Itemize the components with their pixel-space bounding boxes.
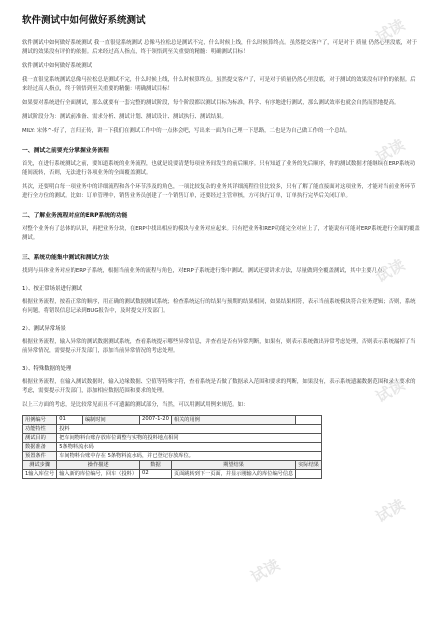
table-cell: 编制时间 xyxy=(82,416,139,425)
table-row xyxy=(23,425,322,434)
section-heading: 三、系统功能集中测试和测试方法 xyxy=(22,255,109,261)
subsection-heading: 1）、按正常场景进行测试 xyxy=(22,286,83,292)
paragraph: 我一直很觉系统测试总像马拉松总是测试不完，什么时候上线，什么时候算终点。虽然提交客户了，可是对于质量仍然心里没底，对于测试的效果没有评价的依据。后来经过高人指点，终于领悟到至关重要的精髓：明确测试目标！ xyxy=(22,77,416,92)
paragraph: 测试阶段分为：测试前准备、需求分析、测试计划、测试设计、测试执行、测试结果。 xyxy=(22,114,227,120)
table-header-cell: 操作描述 xyxy=(57,461,140,470)
paragraph: 如果要对系统进行全面测试，那么就要有一套完整的测试阶段，每个阶段都以测试目标为标准，科学、有序地进行测试，那么测试效率也就会自然而然地提高。 xyxy=(22,100,400,106)
table-cell: 2007-1-20 xyxy=(140,416,172,425)
page-title: 软件测试中如何做好系统测试 xyxy=(22,15,146,26)
subsection-heading: 2）、测试异常场景 xyxy=(22,326,66,332)
watermark: 试读 xyxy=(372,255,408,287)
watermark: 试读 xyxy=(247,555,283,587)
table-row xyxy=(23,443,322,452)
watermark: 试读 xyxy=(372,135,408,167)
paragraph: 首先，在进行系统测试之前，要知道系统的业务流程，也就是说要清楚每项业务间发生的前后顺序。只有知道了业务的先后顺序，你的测试数据才能继续在ERP系统功能间流转，否则，无法进行各项业务的全面覆盖测试。 xyxy=(22,161,416,176)
table-cell: 用例编号 xyxy=(23,416,57,425)
table-header-cell: 实际结果 xyxy=(296,461,322,470)
watermark: 试读 xyxy=(372,375,408,407)
paragraph: 根据业务流程，按着正常的顺序，用正确的测试数据测试系统；检查系统运行的结果与预期的结果相同，如果结果相符，表示当前系统模块符合业务逻辑；否则，系统有问题，将错误信息记录到BUG报告中，及时提交开发部门。 xyxy=(22,299,416,314)
table-header-cell: 数据 xyxy=(140,461,172,470)
table-cell: 投料 xyxy=(57,425,322,434)
paragraph: 其次，还要明白每一项业务中的详细流程和各个环节涉及的角色，一项比较复杂的业务其详细流程往往比较多，只有了解了能直接面对这项业务，才能对当前业务环节进行全方位的测试。比如：订单管理中，销售业务员创建了一个销售订单，还要经过主管审核，方可执行订单，订单执行完毕后关闭订单。 xyxy=(22,184,416,199)
paragraph: 软件测试中如何做好系统测试 我一直很觉系统测试 总像马拉松总是测试不完，什么时候上线，什么时候算终点。虽然提交客户了，可是对于 质量 仍然心里没底，对于测试的效果没有评价的依据。后来经过高人指点，终于领悟到至关重要的精髓：明确测试目标！ xyxy=(22,40,417,55)
table-cell: 相关的用例 xyxy=(171,416,295,425)
paragraph: 以上三方面的考虑，是比较常见而且不可遗漏的测试部分，当然，可以用测试用例来规范。如： xyxy=(22,402,249,408)
watermark: 试读 xyxy=(372,15,408,47)
table-row xyxy=(23,416,322,425)
table-row xyxy=(23,452,322,461)
table-row xyxy=(23,434,322,443)
table-cell: 把车间物料台账存放库位调整与实物的投料地点相同 xyxy=(57,434,322,443)
paragraph: MILY: 宋体^-好了，言归正传，讲一下我们在测试工作中的一点体会吧，写出来一面为自己理一下思路，二也是为自己做工作的一个总结。 xyxy=(22,128,351,134)
paragraph: 对整个业务有了总体的认识，再把业务分块，在ERP中找出相应的模块与业务对应起来。只有把业务和REP功能完全对应上了，才能说有可能对ERP系统进行全面的覆盖测试。 xyxy=(22,226,420,241)
watermark: 试读 xyxy=(372,495,408,527)
table-header-row xyxy=(23,461,322,470)
paragraph: 根据业务流程，输入异常的测试数据测试系统，查看系统提示哪些异常信息，并查看是否有异常判断，如果有，则表示系统做出异常考虑处理，否则表示系统漏掉了当前异常情况，需要提示开发部门，添加当前异常情况的考虑处理。 xyxy=(22,339,416,354)
paragraph: 软件测试中如何做好系统测试 xyxy=(22,63,93,69)
table-cell: 页面跳转到下一页面，并显示刚输入的库位编号信息 xyxy=(171,470,295,479)
table-cell: 1输入库位号 xyxy=(23,470,57,479)
table-cell xyxy=(296,416,322,425)
test-case-table xyxy=(22,415,322,479)
subsection-heading: 3）、特殊数据的处理 xyxy=(22,366,72,372)
table-cell: 输入新的库位编号，回车（投料） xyxy=(57,470,140,479)
table-header-cell: 期望结果 xyxy=(171,461,295,470)
table-header-cell: 测试步骤 xyxy=(23,461,57,470)
table-cell: 01 xyxy=(57,416,83,425)
paragraph: 找到与具体业务对应的ERP子系统，根据当前业务的流程与角色，对ERP子系统进行集中测试。测试还要讲求方法，尽量做到全覆盖测试，其中主要几点： xyxy=(22,268,388,274)
table-cell: 02 xyxy=(140,470,172,479)
table-cell: 测试目的 xyxy=(23,434,57,443)
paragraph: 根据业务流程，在输入测试数据时，输入边缘数据、空值等特殊字符，查看系统是否做了数据录入范围和要求的判断，如果没有，表示系统遗漏数据范围和录入要求的考虑，需要提示开发部门，添加相应数据范围和要求的处理。 xyxy=(22,379,416,394)
section-heading: 二、了解业务流程对应的ERP系统的功能 xyxy=(22,213,128,219)
table-cell: 预置条件 xyxy=(23,452,57,461)
table-cell: 数据准备 xyxy=(23,443,57,452)
section-heading: 一、测试之前要充分掌握业务流程 xyxy=(22,148,109,154)
table-cell xyxy=(296,470,322,479)
table-row xyxy=(23,470,322,479)
table-cell: 5条物料流水码 xyxy=(57,443,322,452)
table-cell: 功能特性 xyxy=(23,425,57,434)
table-cell: 车间物料台账中存在 5条物料流水码，并已登记存放库位。 xyxy=(57,452,322,461)
